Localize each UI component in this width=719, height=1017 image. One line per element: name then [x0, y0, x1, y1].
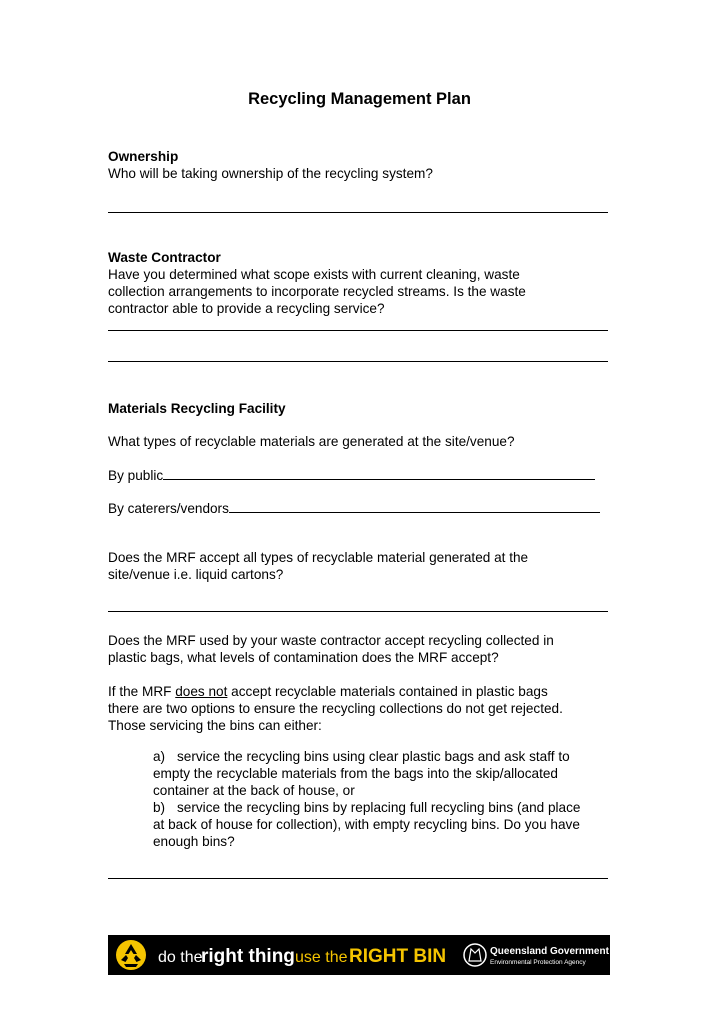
gov-agency: Environmental Protection Agency — [490, 959, 586, 966]
text-line: site/venue i.e. liquid cartons? — [108, 567, 284, 582]
waste-contractor-heading: Waste Contractor — [108, 250, 221, 265]
text-line: container at the back of house, or — [153, 783, 355, 798]
text-line: there are two options to ensure the recycling collections do not get rejected. — [108, 701, 563, 716]
mrf-accept-question — [108, 549, 613, 583]
option-b-text: service the recycling bins by replacing full recycling bins (and place — [177, 800, 581, 815]
option-b-letter: b) — [153, 800, 166, 815]
mrf-materials-question: What types of recyclable materials are generated at the site/venue? — [108, 434, 515, 449]
if-suffix: accept recyclable materials contained in plastic bags — [227, 684, 548, 699]
by-caterers-field[interactable] — [108, 500, 613, 517]
footer-banner — [108, 935, 610, 975]
recycle-icon — [116, 940, 146, 970]
by-public-answer-line[interactable] — [163, 467, 595, 480]
text-line: at back of house for collection), with empty recycling bins. Do you have — [153, 817, 580, 832]
option-b — [153, 799, 613, 850]
text-line: contractor able to provide a recycling service? — [108, 301, 385, 316]
page-title: Recycling Management Plan — [248, 90, 471, 108]
ownership-heading: Ownership — [108, 149, 179, 164]
mrf-if-not-paragraph — [108, 683, 613, 734]
gov-name: Queensland Government — [490, 946, 609, 957]
text-line: Does the MRF used by your waste contractor accept recycling collected in — [108, 633, 554, 648]
text-line: Does the MRF accept all types of recyclable material generated at the — [108, 550, 529, 565]
text-line: collection arrangements to incorporate recycled streams. Is the waste — [108, 284, 526, 299]
slogan-right-bin: RIGHT BIN — [349, 946, 447, 967]
mrf-heading: Materials Recycling Facility — [108, 401, 286, 416]
option-a-text: service the recycling bins using clear plastic bags and ask staff to — [177, 749, 570, 764]
text-line: plastic bags, what levels of contamination does the MRF accept? — [108, 650, 499, 665]
option-a — [153, 748, 613, 799]
text-line — [153, 799, 613, 816]
slogan-right-thing: right thing — [201, 946, 295, 967]
text-line: Those servicing the bins can either: — [108, 718, 322, 733]
does-not-emphasis: does not — [175, 684, 228, 699]
waste-contractor-answer-line-2[interactable] — [108, 361, 608, 362]
mrf-accept-answer-line[interactable] — [108, 611, 608, 612]
waste-contractor-answer-line-1[interactable] — [108, 330, 608, 331]
by-caterers-answer-line[interactable] — [229, 500, 600, 513]
by-public-field[interactable] — [108, 467, 613, 484]
text-line — [153, 748, 613, 765]
ownership-answer-line[interactable] — [108, 212, 608, 213]
queensland-crest-icon — [464, 944, 486, 966]
ownership-question: Who will be taking ownership of the recycling system? — [108, 166, 433, 181]
text-line: enough bins? — [153, 834, 235, 849]
option-a-letter: a) — [153, 749, 166, 764]
text-line: Have you determined what scope exists with current cleaning, waste — [108, 267, 520, 282]
mrf-bags-question — [108, 632, 613, 666]
slogan-do-the: do the — [158, 949, 203, 966]
footer-banner-graphic — [108, 935, 610, 975]
text-line — [108, 683, 613, 700]
by-public-label: By public — [108, 468, 164, 483]
slogan-use-the: use the — [295, 949, 348, 966]
options-answer-line[interactable] — [108, 878, 608, 879]
text-line: empty the recyclable materials from the bags into the skip/allocated — [153, 766, 558, 781]
if-prefix: If the MRF — [108, 684, 176, 699]
waste-contractor-text — [108, 266, 613, 317]
by-caterers-label: By caterers/vendors — [108, 501, 229, 516]
